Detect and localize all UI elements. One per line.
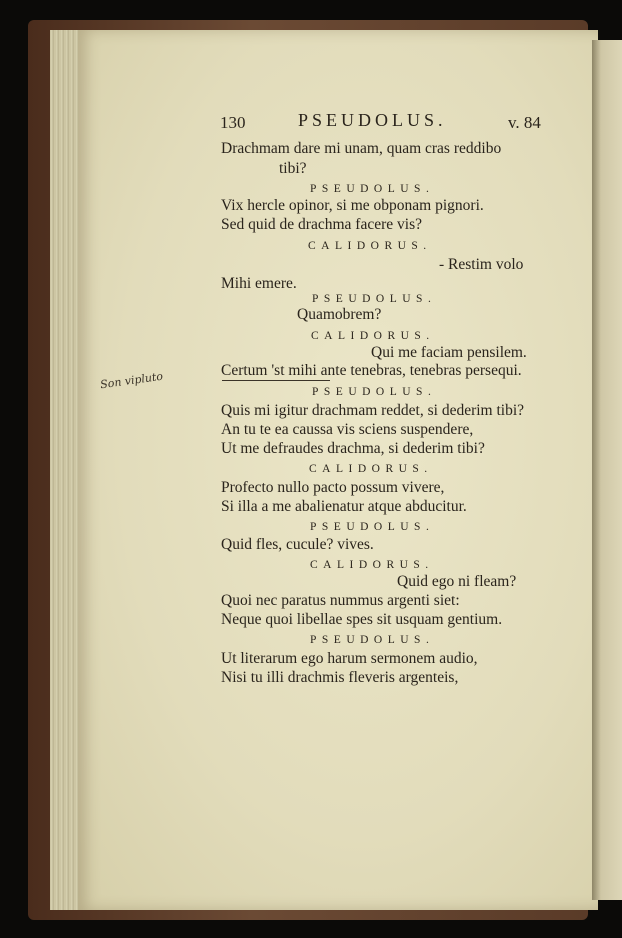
speaker-name: PSEUDOLUS.	[312, 293, 437, 305]
speaker-name: CALIDORUS.	[308, 240, 432, 252]
verse-line: Profecto nullo pacto possum vivere,	[221, 479, 445, 496]
running-title: PSEUDOLUS.	[298, 110, 447, 130]
verse-line: Quid ego ni fleam?	[397, 573, 517, 590]
verse-line: Certum 'st mihi ante tenebras, tenebras persequi.	[221, 362, 522, 379]
verse-line: Si illa a me abalienatur atque abducitur.	[221, 498, 467, 515]
verse-line: Mihi emere.	[221, 275, 297, 292]
speaker-name: PSEUDOLUS.	[312, 386, 437, 398]
verse-line: Ut me defraudes drachma, si dederim tibi?	[221, 440, 485, 457]
verse-line: Drachmam dare mi unam, quam cras reddibo	[221, 140, 502, 157]
verse-line: Nisi tu illi drachmis fleveris argenteis,	[221, 669, 459, 686]
verse-line: Quamobrem?	[297, 306, 382, 323]
facing-page-edge	[592, 40, 622, 900]
verse-line: Neque quoi libellae spes sit usquam gentium.	[221, 611, 503, 628]
verse-number: v. 84	[508, 113, 541, 132]
verse-line: - Restim volo	[439, 256, 524, 273]
verse-line: An tu te ea caussa vis sciens suspendere,	[221, 421, 474, 438]
verse-line: Qui me faciam pensilem.	[371, 344, 527, 361]
speaker-name: PSEUDOLUS.	[310, 634, 435, 646]
speaker-name: CALIDORUS.	[311, 330, 435, 342]
verse-line: Quis mi igitur drachmam reddet, si dederim tibi?	[221, 402, 525, 419]
handwritten-underline	[222, 380, 330, 381]
page-number: 130	[220, 113, 246, 132]
verse-line: Sed quid de drachma facere vis?	[221, 216, 422, 233]
speaker-name: PSEUDOLUS.	[310, 183, 435, 195]
verse-line: Vix hercle opinor, si me obponam pignori.	[221, 197, 484, 214]
speaker-name: PSEUDOLUS.	[310, 521, 435, 533]
verse-line: Ut literarum ego harum sermonem audio,	[221, 650, 478, 667]
handwritten-margin-note: Son vipluto	[99, 369, 164, 392]
verse-line: tibi?	[279, 160, 307, 177]
verse-line: Quid fles, cucule? vives.	[221, 536, 374, 553]
speaker-name: CALIDORUS.	[310, 559, 434, 571]
speaker-name: CALIDORUS.	[309, 463, 433, 475]
verse-line: Quoi nec paratus nummus argenti siet:	[221, 592, 460, 609]
